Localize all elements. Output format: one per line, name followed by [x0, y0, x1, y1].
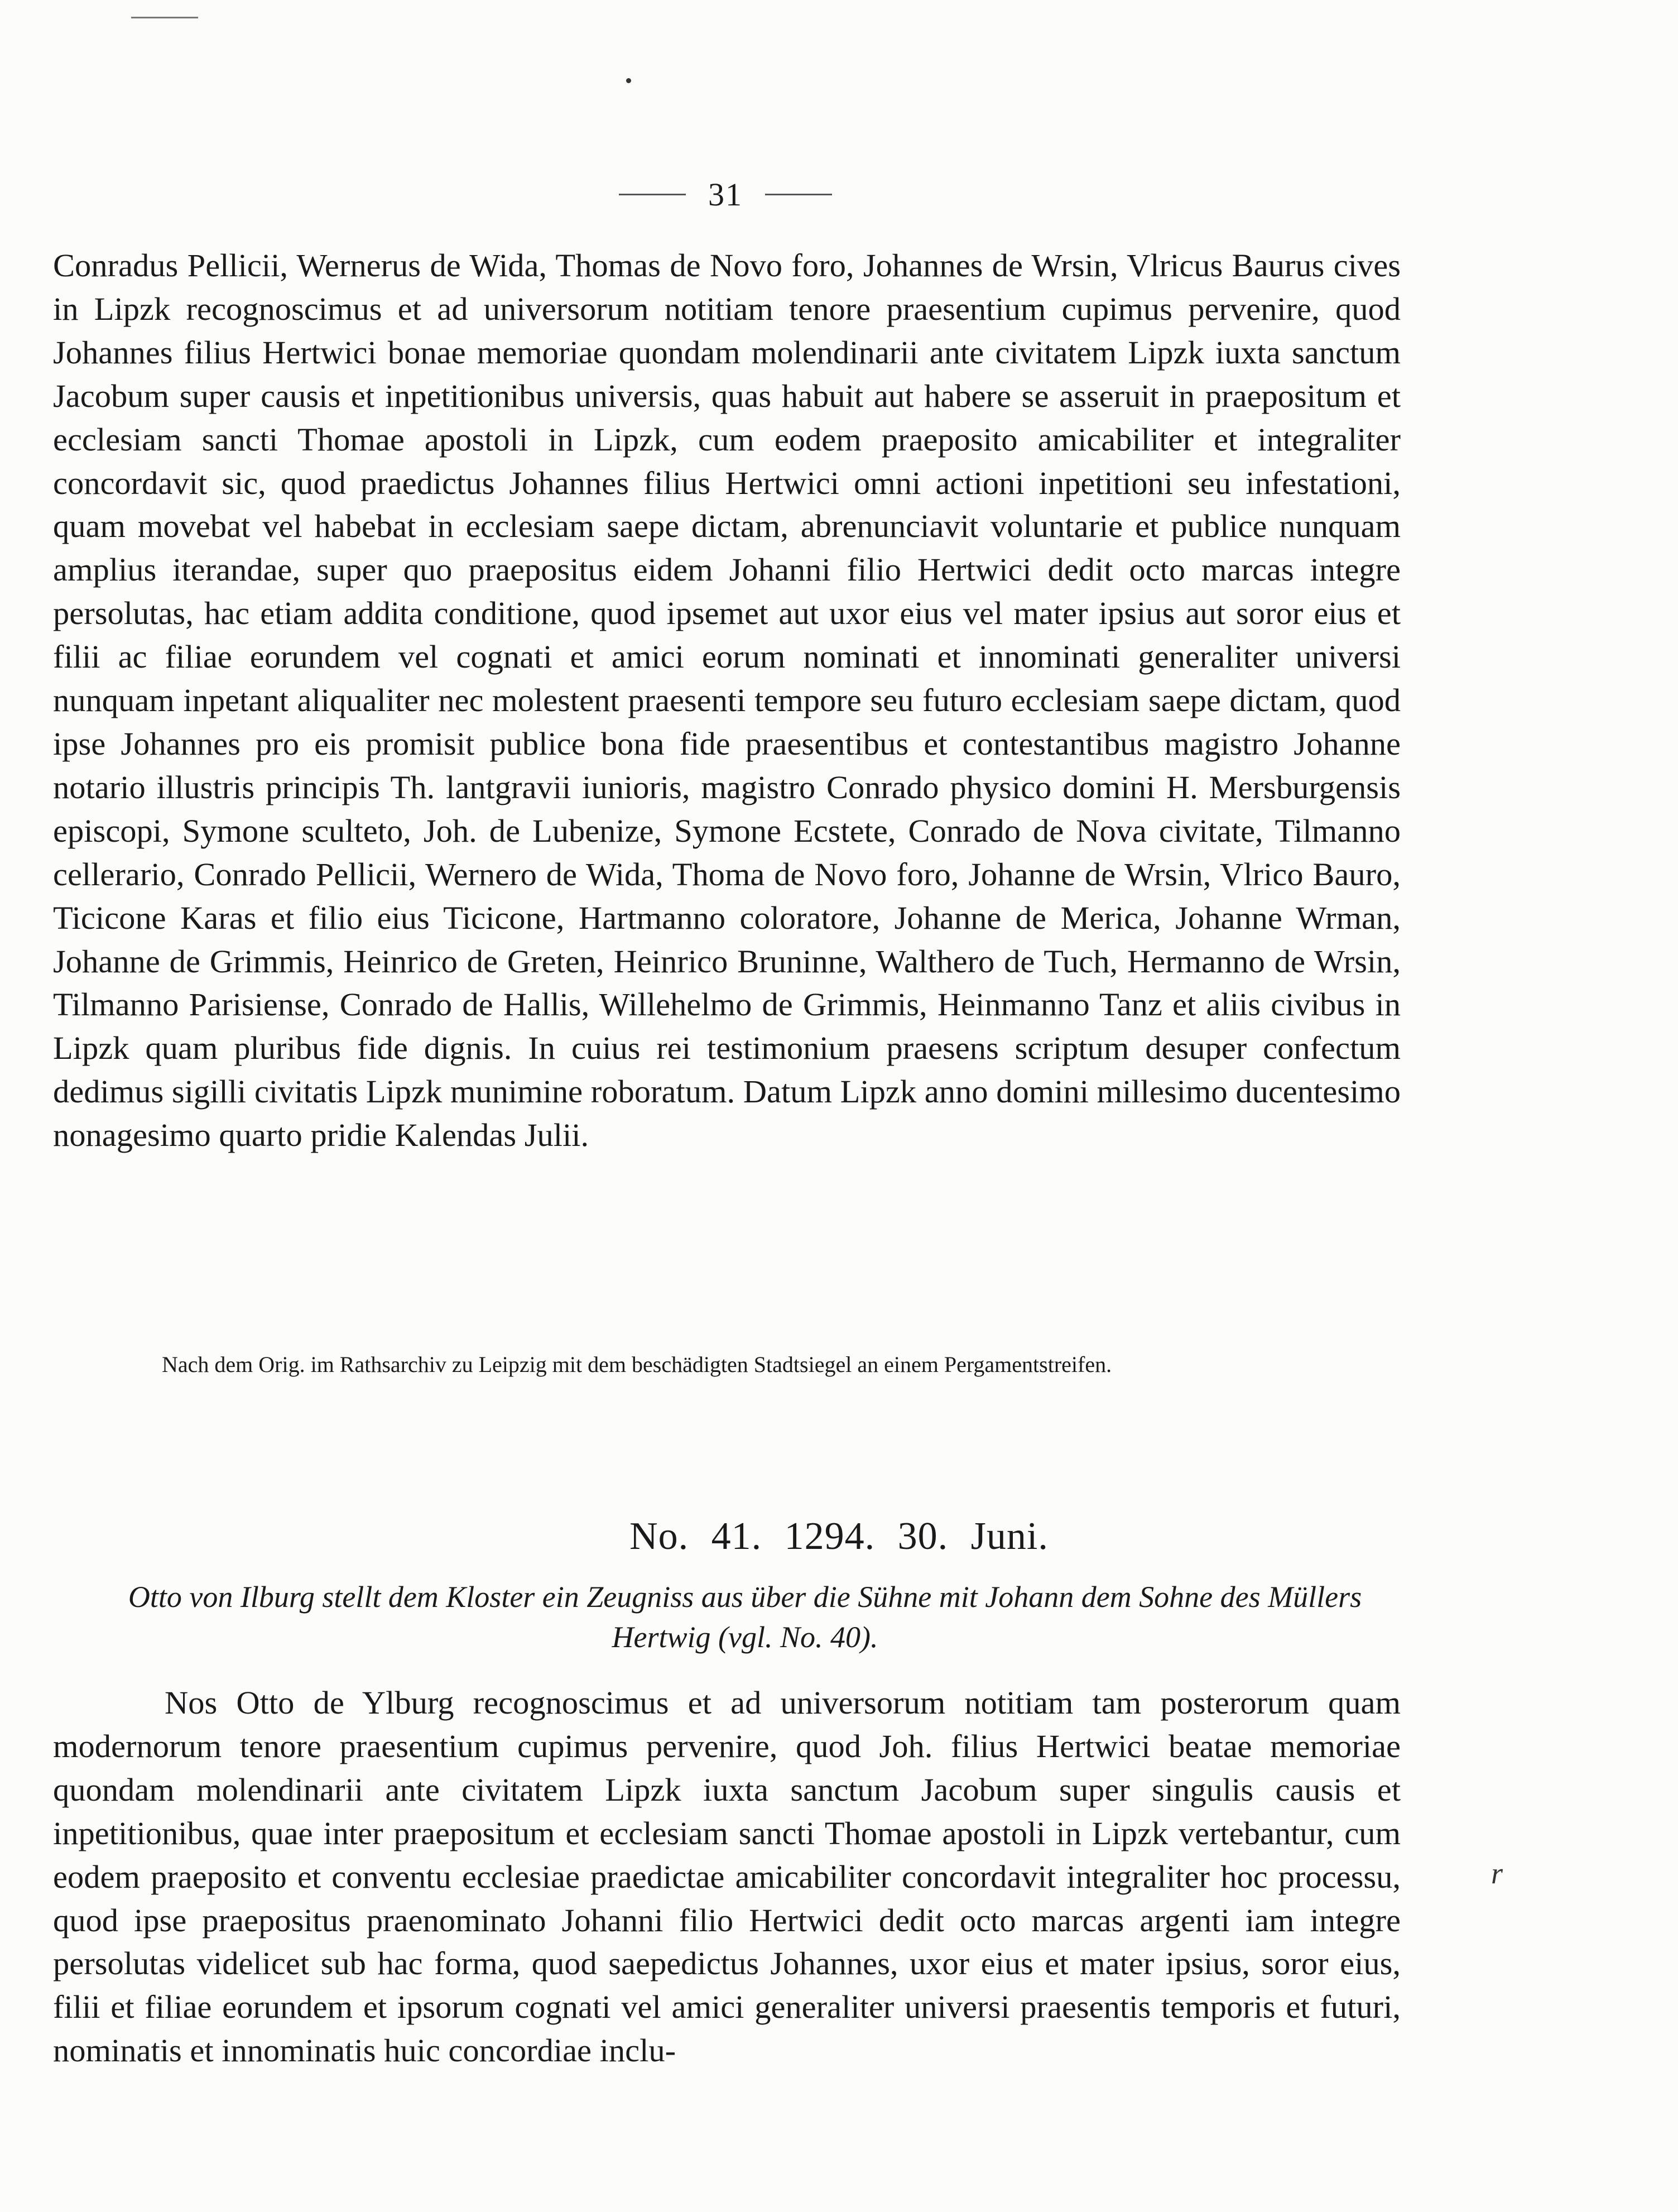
header-dash-left	[619, 194, 686, 195]
document-41-heading: No. 41. 1294. 30. Juni.	[629, 1515, 1049, 1558]
margin-mark: r	[1491, 1856, 1503, 1890]
header-dash-right	[765, 194, 832, 195]
page-number: 31	[708, 176, 743, 213]
document-40-source-note: Nach dem Orig. im Rathsarchiv zu Leipzig mit dem beschädigten Stadtsiegel an einem Pergamentstreifen.	[162, 1352, 1112, 1377]
document-40-body: Conradus Pellicii, Wernerus de Wida, Thomas de Novo foro, Johannes de Wrsin, Vlricus Baurus cives in Lipzk recognoscimus et ad universorum notitiam tenore praesentium cupimus pervenire, quod Johannes filius Hertwici bonae memoriae quondam molendinarii ante civitatem Lipzk iuxta sanctum Jacobum super causis et inpetitionibus universis, quas habuit aut habere se asseruit in praepositum et ecclesiam sancti Thomae apostoli in Lipzk, cum eodem praeposito amicabiliter et integraliter concordavit sic, quod praedictus Johannes filius Hertwici omni actioni inpetitioni seu infestationi, quam movebat vel habebat in ecclesiam saepe dictam, abrenunciavit voluntarie et publice nunquam amplius iterandae, super quo praepositus eidem Johanni filio Hertwici dedit octo marcas integre persolutas, hac etiam addita conditione, quod ipsemet aut uxor eius vel mater ipsius aut soror eius et filii ac filiae eorundem vel cognati et amici eorum nominati et innominati generaliter universi nunquam inpetant aliqualiter nec molestent praesenti tempore seu futuro ecclesiam saepe dictam, quod ipse Johannes pro eis promisit publice bona fide praesentibus et contestantibus magistro Johanne notario illustris principis Th. lantgravii iunioris, magistro Conrado physico domini H. Mersburgensis episcopi, Symone sculteto, Joh. de Lubenize, Symone Ecstete, Conrado de Nova civitate, Tilmanno cellerario, Conrado Pellicii, Wernero de Wida, Thoma de Novo foro, Johanne de Wrsin, Vlrico Bauro, Ticicone Karas et filio eius Ticicone, Hartmanno coloratore, Johanne de Merica, Johanne Wrman, Johanne de Grimmis, Heinrico de Greten, Heinrico Bruninne, Walthero de Tuch, Hermanno de Wrsin, Tilmanno Parisiense, Conrado de Hallis, Willehelmo de Grimmis, Heinmanno Tanz et aliis civibus in Lipzk quam pluribus fide dignis. In cuius rei testimonium praesens scriptum desuper confectum dedimus sigilli civitatis Lipzk munimine roboratum. Datum Lipzk anno domini millesimo ducentesimo nonagesimo quarto pridie Kalendas Julii.	[53, 247, 1401, 1154]
top-left-rule	[131, 17, 198, 18]
ink-speck	[626, 78, 631, 83]
page-header	[586, 172, 865, 217]
document-41-body: Nos Otto de Ylburg recognoscimus et ad universorum notitiam tam posterorum quam modernorum tenore praesentium cupimus pervenire, quod Joh. filius Hertwici beatae memoriae quondam molendinarii ante civitatem Lipzk iuxta sanctum Jacobum super singulis causis et inpetitionibus, quae inter praepositum et ecclesiam sancti Thomae apostoli in Lipzk vertebantur, cum eodem praeposito et conventu ecclesiae praedictae amicabiliter concordavit integraliter hoc processu, quod ipse praepositus praenominato Johanni filio Hertwici dedit octo marcas argenti iam integre persolutas videlicet sub hac forma, quod saepedictus Johannes, uxor eius et mater ipsius, soror eius, filii et filiae eorundem et ipsorum cognati vel amici generaliter universi praesentis temporis et futuri, nominatis et innominatis huic concordiae inclu-	[53, 1685, 1401, 2069]
document-41-regest: Otto von Ilburg stellt dem Kloster ein Zeugniss aus über die Sühne mit Johann dem Sohne des Müllers Hertwig (vgl. No. 40).	[128, 1580, 1362, 1654]
